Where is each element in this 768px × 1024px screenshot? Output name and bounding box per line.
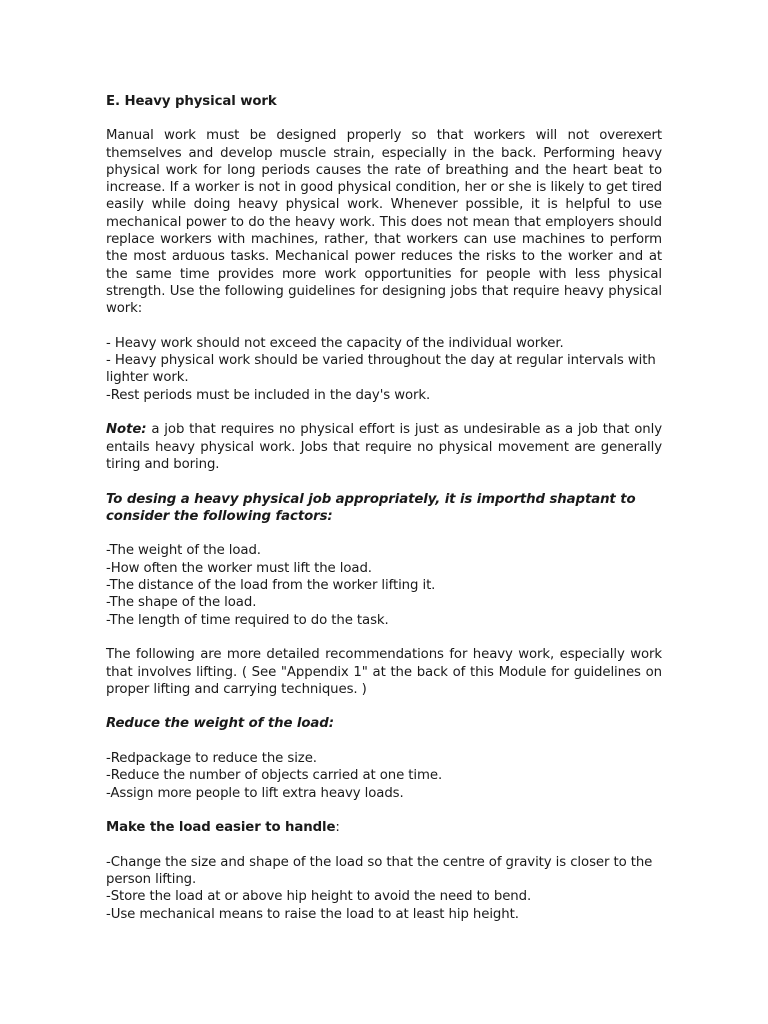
list-item: -The distance of the load from the worker lifting it. [106, 578, 436, 594]
list-item: -Change the size and shape of the load so that the centre of gravity is closer to the person lifting. [106, 854, 653, 888]
reduce-weight-heading: Reduce the weight of the load: [106, 716, 334, 732]
easier-heading [106, 819, 662, 836]
reduce-weight-list [106, 750, 662, 802]
list-item: - Heavy work should not exceed the capacity of the individual worker. [106, 335, 564, 351]
factors-list [106, 542, 662, 628]
easier-heading-text: Make the load easier to handle [106, 820, 336, 836]
list-item: -Reduce the number of objects carried at one time. [106, 768, 443, 784]
list-item: -Store the load at or above hip height to avoid the need to bend. [106, 889, 532, 905]
factors-heading: To desing a heavy physical job appropriately, it is importhd shaptant to consider the following factors: [106, 491, 636, 524]
recommendations-paragraph: The following are more detailed recommendations for heavy work, especially work that involves lifting. ( See "Appendix 1" at the back of this Module for guidelines on proper lifting and carrying techniques. ) [106, 647, 662, 697]
list-item: -The weight of the load. [106, 543, 261, 559]
list-item: -Assign more people to lift extra heavy loads. [106, 785, 404, 801]
note-paragraph [106, 421, 662, 473]
note-text: a job that requires no physical effort is just as undesirable as a job that only entails heavy physical work. Jobs that require no physical movement are generally tiring and boring. [106, 422, 662, 472]
list-item: -Use mechanical means to raise the load to at least hip height. [106, 906, 519, 922]
list-item: - Heavy physical work should be varied throughout the day at regular intervals with lighter work. [106, 353, 656, 386]
list-item: -The length of time required to do the task. [106, 612, 389, 628]
list-item: -How often the worker must lift the load. [106, 560, 372, 576]
guidelines-list [106, 335, 662, 404]
easier-list [106, 854, 662, 923]
list-item: -Redpackage to reduce the size. [106, 750, 317, 766]
easier-heading-colon: : [335, 820, 340, 836]
list-item: -The shape of the load. [106, 595, 257, 611]
section-title: E. Heavy physical work [106, 94, 277, 109]
note-label: Note: [106, 422, 147, 438]
intro-paragraph: Manual work must be designed properly so that workers will not overexert themselves and develop muscle strain, especially in the back. Performing heavy physical work for long periods causes the rate of breathing and the heart beat to increase. If a worker is not in good physical condition, her or she is likely to get tired easily while doing heavy physical work. Whenever possible, it is helpful to use mechanical power to do the heavy work. This does not mean that employers should replace workers with machines, rather, that workers can use machines to perform the most arduous tasks. Mechanical power reduces the risks to the worker and at the same time provides more work opportunities for people with less physical strength. Use the following guidelines for designing jobs that require heavy physical work: [106, 128, 662, 317]
document-page [106, 93, 662, 940]
list-item: -Rest periods must be included in the day's work. [106, 387, 431, 403]
